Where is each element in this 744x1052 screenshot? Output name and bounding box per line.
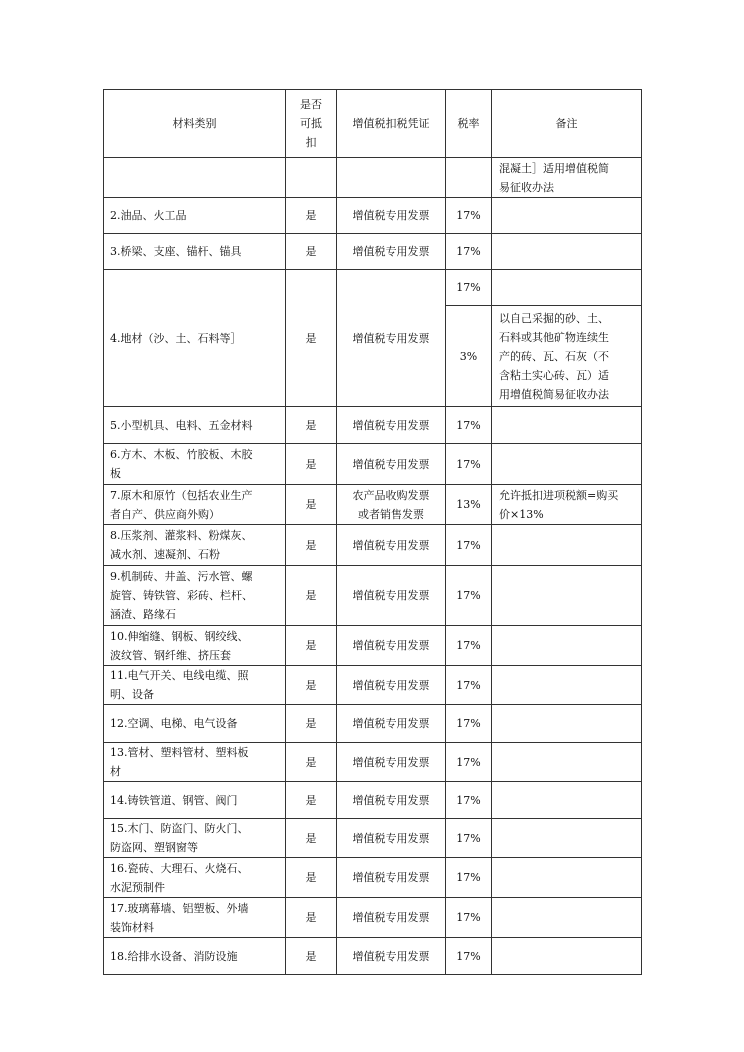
cell-voucher: 增值税专用发票 — [337, 743, 446, 782]
cell-material: 16.瓷砖、大理石、火烧石、 水泥预制件 — [104, 858, 286, 898]
header-voucher: 增值税扣税凭证 — [337, 90, 446, 158]
table-row — [104, 525, 642, 566]
cell-material: 5.小型机具、电料、五金材料 — [104, 407, 286, 444]
cell-remark — [492, 858, 642, 898]
cell-rate: 17% — [446, 898, 492, 938]
cell-remark: 以自己采掘的砂、土、 石料或其他矿物连续生 产的砖、瓦、石灰（不 含粘土实心砖、瓦）适 用增值税简易征收办法 — [492, 306, 642, 407]
cell-voucher: 增值税专用发票 — [337, 626, 446, 666]
cell-rate: 17% — [446, 743, 492, 782]
cell-deductible: 是 — [286, 270, 337, 407]
cell-material: 17.玻璃幕墙、铝塑板、外墙 装饰材料 — [104, 898, 286, 938]
cell-deductible: 是 — [286, 743, 337, 782]
cell-voucher: 增值税专用发票 — [337, 198, 446, 234]
cell-voucher: 增值税专用发票 — [337, 858, 446, 898]
cell-material: 6.方木、木板、竹胶板、木胶 板 — [104, 444, 286, 485]
cell-rate: 13% — [446, 485, 492, 525]
cell-voucher: 增值税专用发票 — [337, 525, 446, 566]
cell-voucher: 增值税专用发票 — [337, 566, 446, 626]
cell-rate: 17% — [446, 666, 492, 705]
cell-rate — [446, 158, 492, 198]
cell-deductible: 是 — [286, 858, 337, 898]
cell-voucher: 增值税专用发票 — [337, 234, 446, 270]
cell-voucher — [337, 158, 446, 198]
cell-remark — [492, 705, 642, 743]
cell-rate: 17% — [446, 234, 492, 270]
cell-material: 15.木门、防盗门、防火门、 防盗网、塑钢窗等 — [104, 819, 286, 858]
cell-rate: 17% — [446, 198, 492, 234]
table-row — [104, 270, 642, 306]
cell-rate: 17% — [446, 626, 492, 666]
cell-rate: 17% — [446, 566, 492, 626]
cell-voucher: 增值税专用发票 — [337, 407, 446, 444]
cell-rate: 17% — [446, 270, 492, 306]
cell-remark — [492, 525, 642, 566]
materials-tax-table — [103, 89, 642, 975]
cell-remark — [492, 407, 642, 444]
table-row — [104, 938, 642, 975]
header-material: 材料类别 — [104, 90, 286, 158]
table-row — [104, 444, 642, 485]
cell-deductible — [286, 158, 337, 198]
cell-material: 18.给排水设备、消防设施 — [104, 938, 286, 975]
cell-deductible: 是 — [286, 198, 337, 234]
cell-voucher: 农产品收购发票 或者销售发票 — [337, 485, 446, 525]
cell-deductible: 是 — [286, 485, 337, 525]
cell-material: 3.桥梁、支座、锚杆、锚具 — [104, 234, 286, 270]
header-rate: 税率 — [446, 90, 492, 158]
cell-material: 11.电气开关、电线电缆、照 明、设备 — [104, 666, 286, 705]
cell-remark — [492, 819, 642, 858]
cell-material: 8.压浆剂、灌浆料、粉煤灰、 减水剂、速凝剂、石粉 — [104, 525, 286, 566]
cell-rate: 17% — [446, 444, 492, 485]
cell-material: 10.伸缩缝、钢板、钢绞线、 波纹管、钢纤维、挤压套 — [104, 626, 286, 666]
table-row — [104, 705, 642, 743]
cell-rate: 17% — [446, 705, 492, 743]
cell-deductible: 是 — [286, 938, 337, 975]
cell-deductible: 是 — [286, 234, 337, 270]
cell-deductible: 是 — [286, 566, 337, 626]
cell-material: 7.原木和原竹（包括农业生产 者自产、供应商外购） — [104, 485, 286, 525]
table-row — [104, 782, 642, 819]
cell-material: 14.铸铁管道、钢管、阀门 — [104, 782, 286, 819]
cell-voucher: 增值税专用发票 — [337, 898, 446, 938]
header-row — [104, 90, 642, 158]
cell-deductible: 是 — [286, 819, 337, 858]
cell-deductible: 是 — [286, 782, 337, 819]
cell-remark — [492, 444, 642, 485]
cell-material: 4.地材（沙、土、石料等］ — [104, 270, 286, 407]
cell-remark — [492, 626, 642, 666]
cell-voucher: 增值税专用发票 — [337, 782, 446, 819]
header-remark: 备注 — [492, 90, 642, 158]
cell-rate: 17% — [446, 819, 492, 858]
table-row — [104, 407, 642, 444]
cell-deductible: 是 — [286, 666, 337, 705]
cell-remark — [492, 234, 642, 270]
cell-voucher: 增值税专用发票 — [337, 819, 446, 858]
cell-deductible: 是 — [286, 626, 337, 666]
cell-remark — [492, 743, 642, 782]
cell-voucher: 增值税专用发票 — [337, 666, 446, 705]
cell-rate: 17% — [446, 782, 492, 819]
cell-rate: 17% — [446, 525, 492, 566]
cell-remark — [492, 566, 642, 626]
cell-voucher: 增值税专用发票 — [337, 705, 446, 743]
cell-rate: 17% — [446, 407, 492, 444]
cell-deductible: 是 — [286, 407, 337, 444]
table-row — [104, 743, 642, 782]
cell-remark — [492, 898, 642, 938]
cell-voucher: 增值税专用发票 — [337, 270, 446, 407]
cell-remark — [492, 782, 642, 819]
table-row — [104, 666, 642, 705]
cell-voucher: 增值税专用发票 — [337, 444, 446, 485]
table-row — [104, 819, 642, 858]
cell-material: 9.机制砖、井盖、污水管、螺 旋管、铸铁管、彩砖、栏杆、 涵渣、路缘石 — [104, 566, 286, 626]
cell-remark — [492, 198, 642, 234]
cell-deductible: 是 — [286, 525, 337, 566]
cell-remark — [492, 270, 642, 306]
cell-material: 13.管材、塑料管材、塑料板 材 — [104, 743, 286, 782]
cell-deductible: 是 — [286, 444, 337, 485]
cell-deductible: 是 — [286, 898, 337, 938]
table-row — [104, 485, 642, 525]
table-row — [104, 158, 642, 198]
table-row — [104, 198, 642, 234]
table-row — [104, 898, 642, 938]
cell-remark — [492, 666, 642, 705]
cell-rate: 17% — [446, 858, 492, 898]
cell-rate: 3% — [446, 306, 492, 407]
cell-remark — [492, 938, 642, 975]
header-deductible: 是否 可抵 扣 — [286, 90, 337, 158]
table-row — [104, 626, 642, 666]
cell-material: 12.空调、电梯、电气设备 — [104, 705, 286, 743]
cell-material: 2.油品、火工品 — [104, 198, 286, 234]
cell-remark: 允许抵扣进项税额=购买 价×13% — [492, 485, 642, 525]
cell-remark: 混凝土］适用增值税简 易征收办法 — [492, 158, 642, 198]
cell-material — [104, 158, 286, 198]
cell-rate: 17% — [446, 938, 492, 975]
table-row — [104, 858, 642, 898]
cell-voucher: 增值税专用发票 — [337, 938, 446, 975]
table-row — [104, 234, 642, 270]
table-row — [104, 566, 642, 626]
cell-deductible: 是 — [286, 705, 337, 743]
